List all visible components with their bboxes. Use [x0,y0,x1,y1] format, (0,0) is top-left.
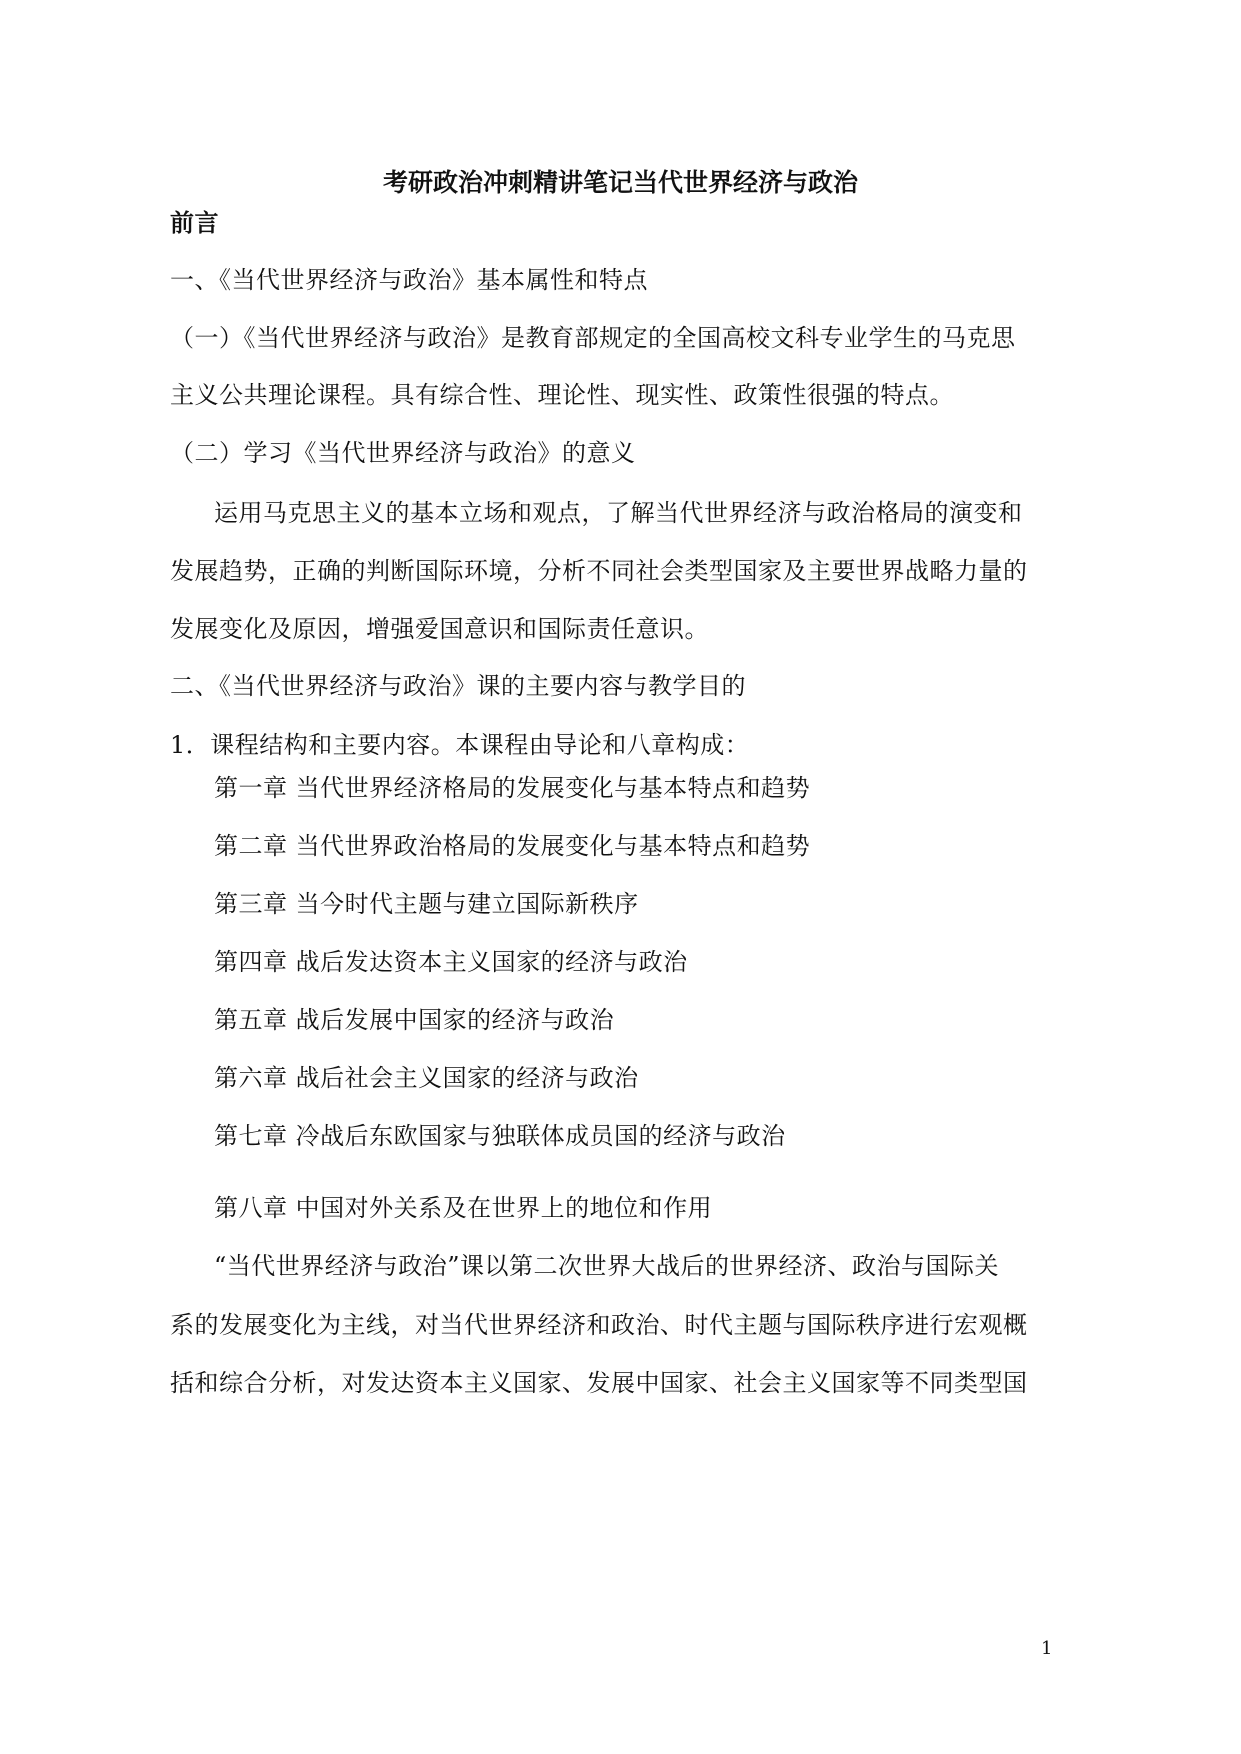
chapter-item: 第二章 当代世界政治格局的发展变化与基本特点和趋势 [214,832,811,860]
chapter-item: 第七章 冷战后东欧国家与独联体成员国的经济与政治 [214,1122,786,1150]
structure-intro: 1．课程结构和主要内容。本课程由导论和八章构成： [170,731,750,759]
significance-line2: 发展趋势，正确的判断国际环境，分析不同社会类型国家及主要世界战略力量的 [170,557,1028,585]
chapter-item: 第八章 中国对外关系及在世界上的地位和作用 [214,1194,713,1222]
chapter-item: 第一章 当代世界经济格局的发展变化与基本特点和趋势 [214,774,811,802]
section1-1-line2: 主义公共理论课程。具有综合性、理论性、现实性、政策性很强的特点。 [170,381,954,409]
section1-1-line1: （一）《当代世界经济与政治》是教育部规定的全国高校文科专业学生的马克思 [170,324,1016,352]
section2-heading: 二、《当代世界经济与政治》课的主要内容与教学目的 [170,672,746,700]
significance-line3: 发展变化及原因，增强爱国意识和国际责任意识。 [170,615,709,643]
section1-2-heading: （二）学习《当代世界经济与政治》的意义 [170,439,636,467]
preface-heading: 前言 [170,208,219,237]
document-title: 考研政治冲刺精讲笔记当代世界经济与政治 [382,168,858,197]
chapter-item: 第四章 战后发达资本主义国家的经济与政治 [214,948,688,976]
section1-heading: 一、《当代世界经济与政治》基本属性和特点 [170,266,648,294]
page-number: 1 [1041,1638,1053,1659]
summary-line2: 系的发展变化为主线，对当代世界经济和政治、时代主题与国际秩序进行宏观概 [170,1311,1028,1339]
chapter-item: 第三章 当今时代主题与建立国际新秩序 [214,890,639,918]
significance-line1: 运用马克思主义的基本立场和观点，了解当代世界经济与政治格局的演变和 [214,499,1023,527]
summary-line3: 括和综合分析，对发达资本主义国家、发展中国家、社会主义国家等不同类型国 [170,1369,1028,1397]
chapter-item: 第六章 战后社会主义国家的经济与政治 [214,1064,639,1092]
chapter-item: 第五章 战后发展中国家的经济与政治 [214,1006,615,1034]
summary-line1: “当代世界经济与政治”课以第二次世界大战后的世界经济、政治与国际关 [214,1252,1000,1280]
